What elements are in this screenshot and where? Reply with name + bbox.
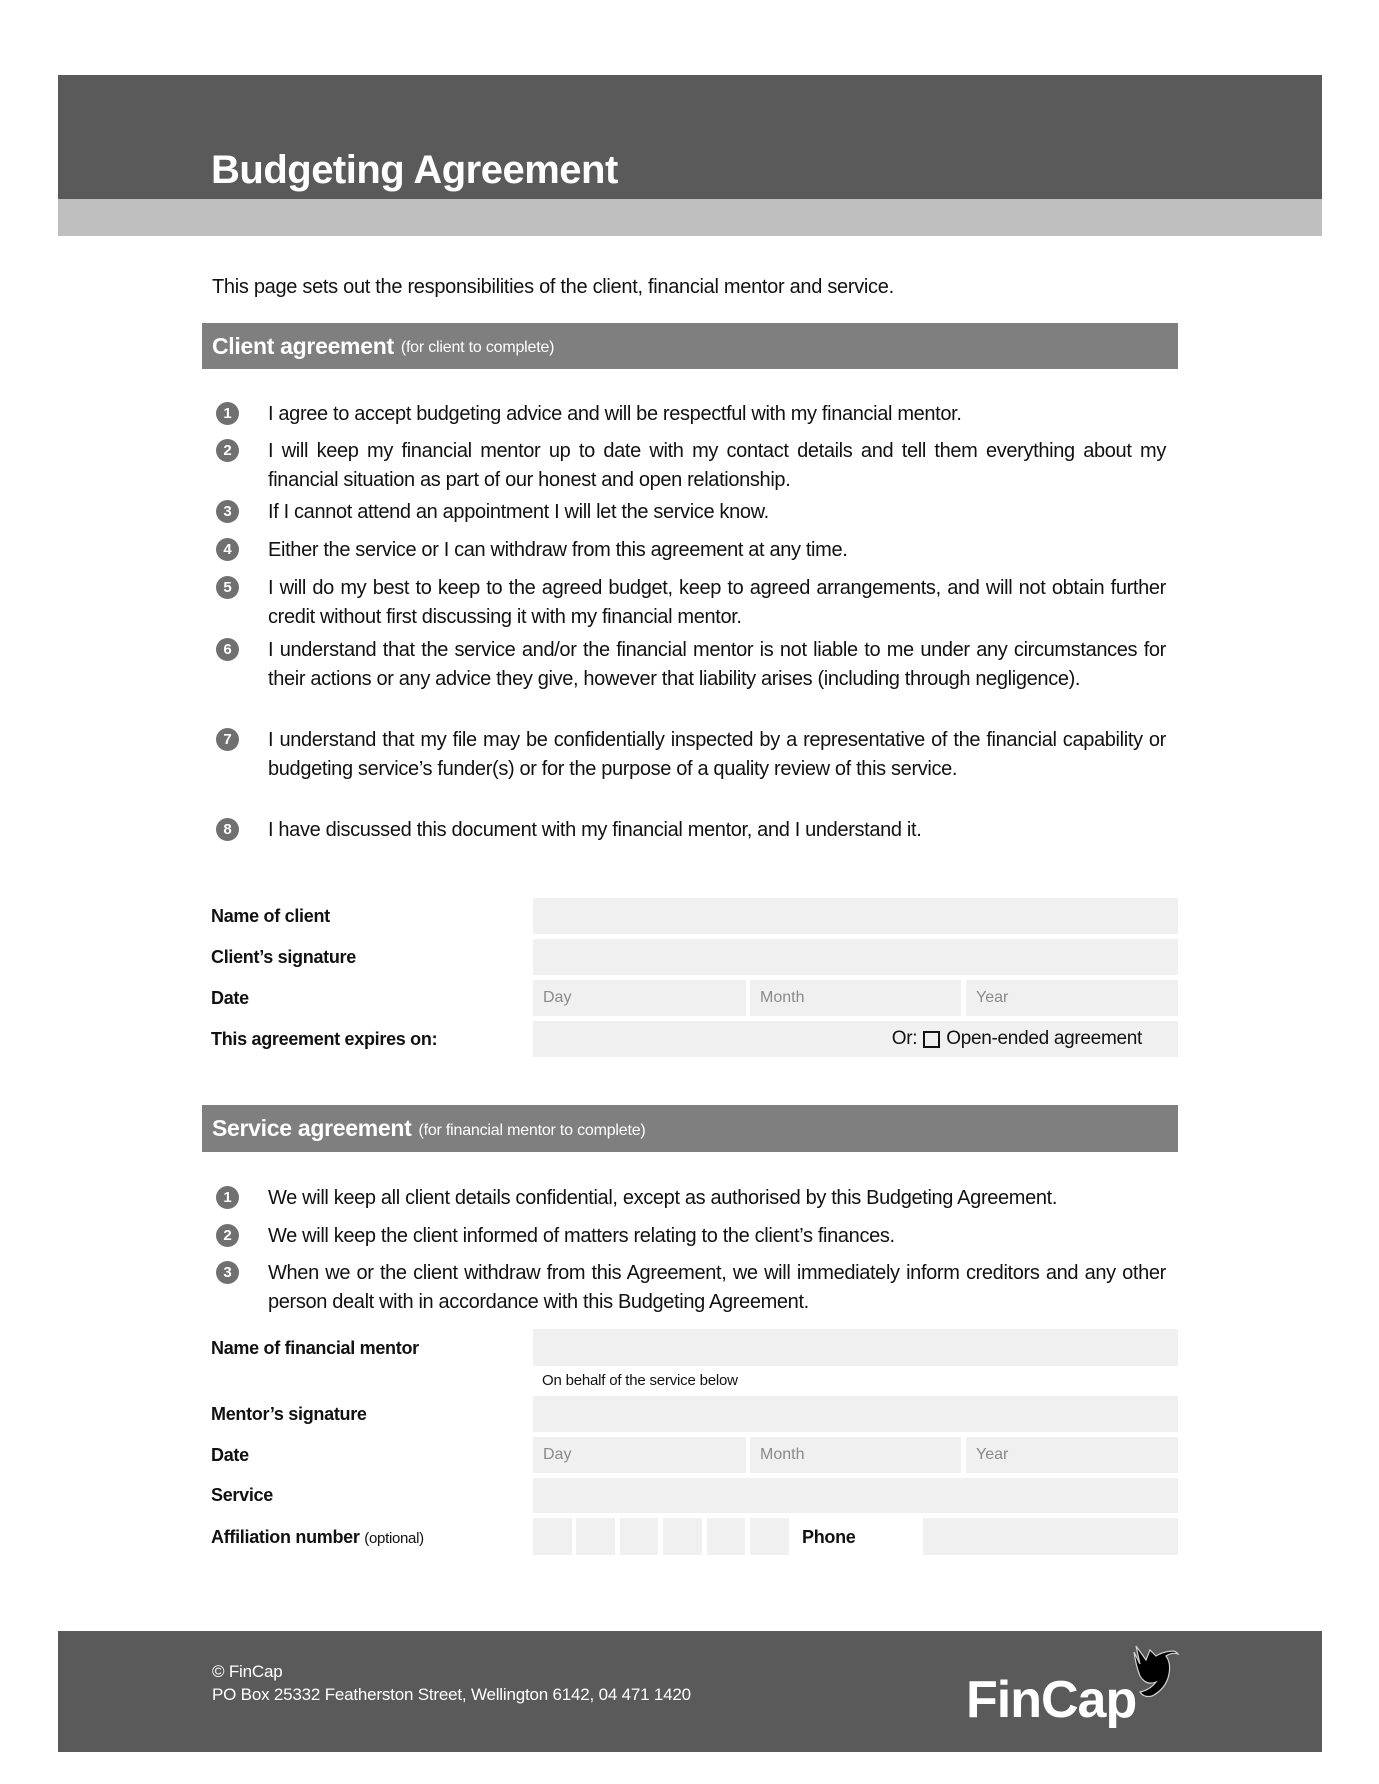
- mentor-date-month-input[interactable]: [750, 1437, 961, 1473]
- mentor-date-label: Date: [211, 1445, 249, 1465]
- mentor-date-day-input[interactable]: [533, 1437, 746, 1473]
- affiliation-label-text: Affiliation number: [211, 1527, 360, 1547]
- on-behalf-note: On behalf of the service below: [542, 1372, 738, 1389]
- client-agreement-header: [202, 323, 1178, 369]
- client-date-label: Date: [211, 988, 249, 1008]
- affiliation-digit-input[interactable]: [533, 1518, 572, 1555]
- day-placeholder: Day: [543, 1446, 572, 1463]
- service-item: [216, 1259, 1166, 1316]
- copyright-text: © FinCap: [212, 1662, 283, 1681]
- number-bullet-icon: 3: [216, 500, 239, 523]
- client-item: [216, 400, 1166, 429]
- client-date-day-input[interactable]: [533, 980, 746, 1016]
- section-subtitle: (for client to complete): [400, 339, 555, 356]
- item-text: We will keep all client details confidential, except as authorised by this Budgeting Agreement.: [268, 1187, 1058, 1209]
- affiliation-digit-input[interactable]: [576, 1518, 615, 1555]
- client-signature-field[interactable]: [533, 939, 1178, 975]
- client-item: [216, 536, 1166, 565]
- fincap-logo-text: FinCap: [966, 1671, 1137, 1729]
- item-text: I have discussed this document with my financial mentor, and I understand it.: [268, 819, 922, 841]
- affiliation-digit-input[interactable]: [750, 1518, 789, 1555]
- mentor-signature-field[interactable]: [533, 1396, 1178, 1432]
- number-bullet-icon: 1: [216, 1186, 239, 1209]
- number-bullet-icon: 3: [216, 1261, 239, 1284]
- open-ended-checkbox[interactable]: [923, 1031, 940, 1048]
- client-name-label: Name of client: [211, 906, 330, 926]
- number-bullet-icon: 8: [216, 818, 239, 841]
- day-placeholder: Day: [543, 989, 572, 1006]
- item-text: I will keep my financial mentor up to date with my contact details and tell them everything about my financial situation as part of our honest and open relationship.: [268, 440, 1166, 491]
- client-date-month-input[interactable]: [750, 980, 961, 1016]
- open-ended-option: [892, 1021, 1142, 1057]
- expiry-label: This agreement expires on:: [211, 1029, 438, 1049]
- month-placeholder: Month: [760, 989, 805, 1006]
- client-item: [216, 498, 1166, 527]
- intro-text: This page sets out the responsibilities of the client, financial mentor and service.: [212, 276, 894, 298]
- client-item: [216, 636, 1166, 693]
- affiliation-digit-input[interactable]: [620, 1518, 658, 1555]
- month-placeholder: Month: [760, 1446, 805, 1463]
- client-item: [216, 816, 1166, 845]
- expiry-date-input[interactable]: [533, 1021, 1178, 1057]
- client-signature-label: Client’s signature: [211, 947, 356, 967]
- section-title: Client agreement: [212, 332, 394, 359]
- year-placeholder: Year: [976, 1446, 1009, 1463]
- optional-note: (optional): [364, 1530, 424, 1547]
- item-text: Either the service or I can withdraw from this agreement at any time.: [268, 539, 848, 561]
- item-text: I will do my best to keep to the agreed budget, keep to agreed arrangements, and will not obtain further credit without first discussing it with my financial mentor.: [268, 577, 1166, 628]
- mentor-date-year-input[interactable]: [966, 1437, 1178, 1473]
- client-item: [216, 437, 1166, 494]
- number-bullet-icon: 2: [216, 1224, 239, 1247]
- number-bullet-icon: 1: [216, 402, 239, 425]
- number-bullet-icon: 6: [216, 638, 239, 661]
- number-bullet-icon: 4: [216, 538, 239, 561]
- mentor-name-label: Name of financial mentor: [211, 1338, 419, 1358]
- or-label: Or:: [891, 1028, 918, 1049]
- service-agreement-header: [202, 1105, 1178, 1152]
- item-text: If I cannot attend an appointment I will let the service know.: [268, 501, 769, 523]
- client-name-input[interactable]: [533, 898, 1178, 934]
- page-title: Budgeting Agreement: [211, 148, 618, 192]
- service-item: [216, 1222, 1166, 1251]
- item-text: I understand that my file may be confidentially inspected by a representative of the financial capability or budgeting service’s funder(s) or for the purpose of a quality review of this service.: [268, 729, 1166, 780]
- affiliation-label: [211, 1526, 424, 1550]
- address-text: PO Box 25332 Featherston Street, Wellington 6142, 04 471 1420: [212, 1685, 691, 1704]
- client-item: [216, 726, 1166, 783]
- affiliation-digit-input[interactable]: [663, 1518, 702, 1555]
- number-bullet-icon: 5: [216, 576, 239, 599]
- year-placeholder: Year: [976, 989, 1009, 1006]
- section-subtitle: (for financial mentor to complete): [418, 1121, 646, 1139]
- service-label: Service: [211, 1485, 273, 1505]
- client-item: [216, 574, 1166, 631]
- number-bullet-icon: 7: [216, 728, 239, 751]
- mentor-signature-label: Mentor’s signature: [211, 1404, 367, 1424]
- mentor-name-input[interactable]: [533, 1329, 1178, 1366]
- item-text: I agree to accept budgeting advice and will be respectful with my financial mentor.: [268, 403, 962, 425]
- phone-label: Phone: [802, 1527, 856, 1547]
- client-date-year-input[interactable]: [966, 980, 1178, 1016]
- section-title: Service agreement: [212, 1115, 412, 1141]
- open-ended-label: Open-ended agreement: [946, 1028, 1142, 1049]
- affiliation-digit-input[interactable]: [707, 1518, 745, 1555]
- phone-input[interactable]: [923, 1518, 1178, 1555]
- item-text: When we or the client withdraw from this Agreement, we will immediately inform creditors and any other person dealt with in accordance with this Budgeting Agreement.: [268, 1262, 1166, 1313]
- item-text: We will keep the client informed of matters relating to the client’s finances.: [268, 1225, 895, 1247]
- item-text: I understand that the service and/or the financial mentor is not liable to me under any circumstances for their actions or any advice they give, however that liability arises (including through negligence).: [268, 639, 1166, 690]
- tui-bird-icon: [1128, 1642, 1180, 1700]
- number-bullet-icon: 2: [216, 439, 239, 462]
- service-item: [216, 1184, 1166, 1213]
- header-band: [58, 199, 1322, 236]
- service-input[interactable]: [533, 1478, 1178, 1513]
